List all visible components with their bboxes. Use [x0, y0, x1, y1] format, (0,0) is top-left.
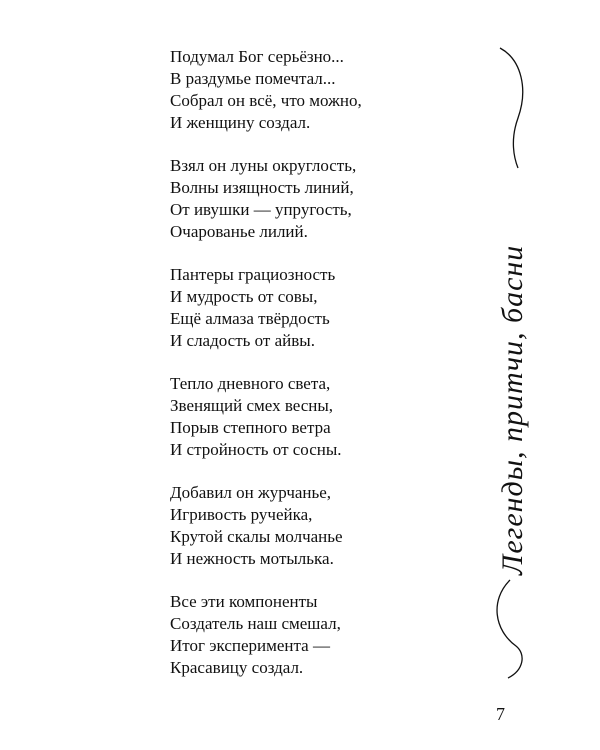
stanza-3 [170, 264, 470, 352]
page-number: 7 [496, 704, 505, 724]
poem-line: Красавицу создал. [170, 658, 304, 677]
stanza-5 [170, 482, 470, 570]
poem-line: И стройность от сосны. [170, 440, 342, 459]
poem-line: Очарованье лилий. [170, 222, 308, 241]
flourish-bottom-icon [497, 580, 522, 678]
poem-line: Волны изящность линий, [170, 178, 354, 197]
flourish-top-icon [500, 48, 523, 168]
poem-line: Пантеры грациозность [170, 265, 336, 284]
poem-line: Звенящий смех весны, [170, 396, 334, 415]
stanza-4 [170, 373, 470, 461]
poem-line: Крутой скалы молчанье [170, 527, 343, 546]
poem-line: И мудрость от совы, [170, 287, 318, 306]
section-title-vertical [480, 40, 540, 680]
stanza-1 [170, 46, 470, 134]
poem-line: Игривость ручейка, [170, 505, 313, 524]
poem-line: Итог эксперимента — [170, 636, 330, 655]
poem-line: Порыв степного ветра [170, 418, 331, 437]
poem-line: В раздумье помечтал... [170, 69, 336, 88]
stanza-6 [170, 591, 470, 679]
poem-line: Подумал Бог серьёзно... [170, 47, 344, 66]
poem-line: Все эти компоненты [170, 592, 318, 611]
decorative-flourish [480, 40, 540, 680]
poem [170, 46, 470, 700]
poem-line: И нежность мотылька. [170, 549, 334, 568]
poem-line: И женщину создал. [170, 113, 311, 132]
stanza-2 [170, 155, 470, 243]
poem-line: Тепло дневного света, [170, 374, 331, 393]
poem-line: И сладость от айвы. [170, 331, 315, 350]
poem-line: Взял он луны округлость, [170, 156, 357, 175]
section-title-text: Легенды, притчи, басни [496, 244, 529, 575]
poem-line: Ещё алмаза твёрдость [170, 309, 330, 328]
poem-line: Создатель наш смешал, [170, 614, 341, 633]
poem-line: Собрал он всё, что можно, [170, 91, 362, 110]
poem-line: От ивушки — упругость, [170, 200, 352, 219]
poem-line: Добавил он журчанье, [170, 483, 332, 502]
